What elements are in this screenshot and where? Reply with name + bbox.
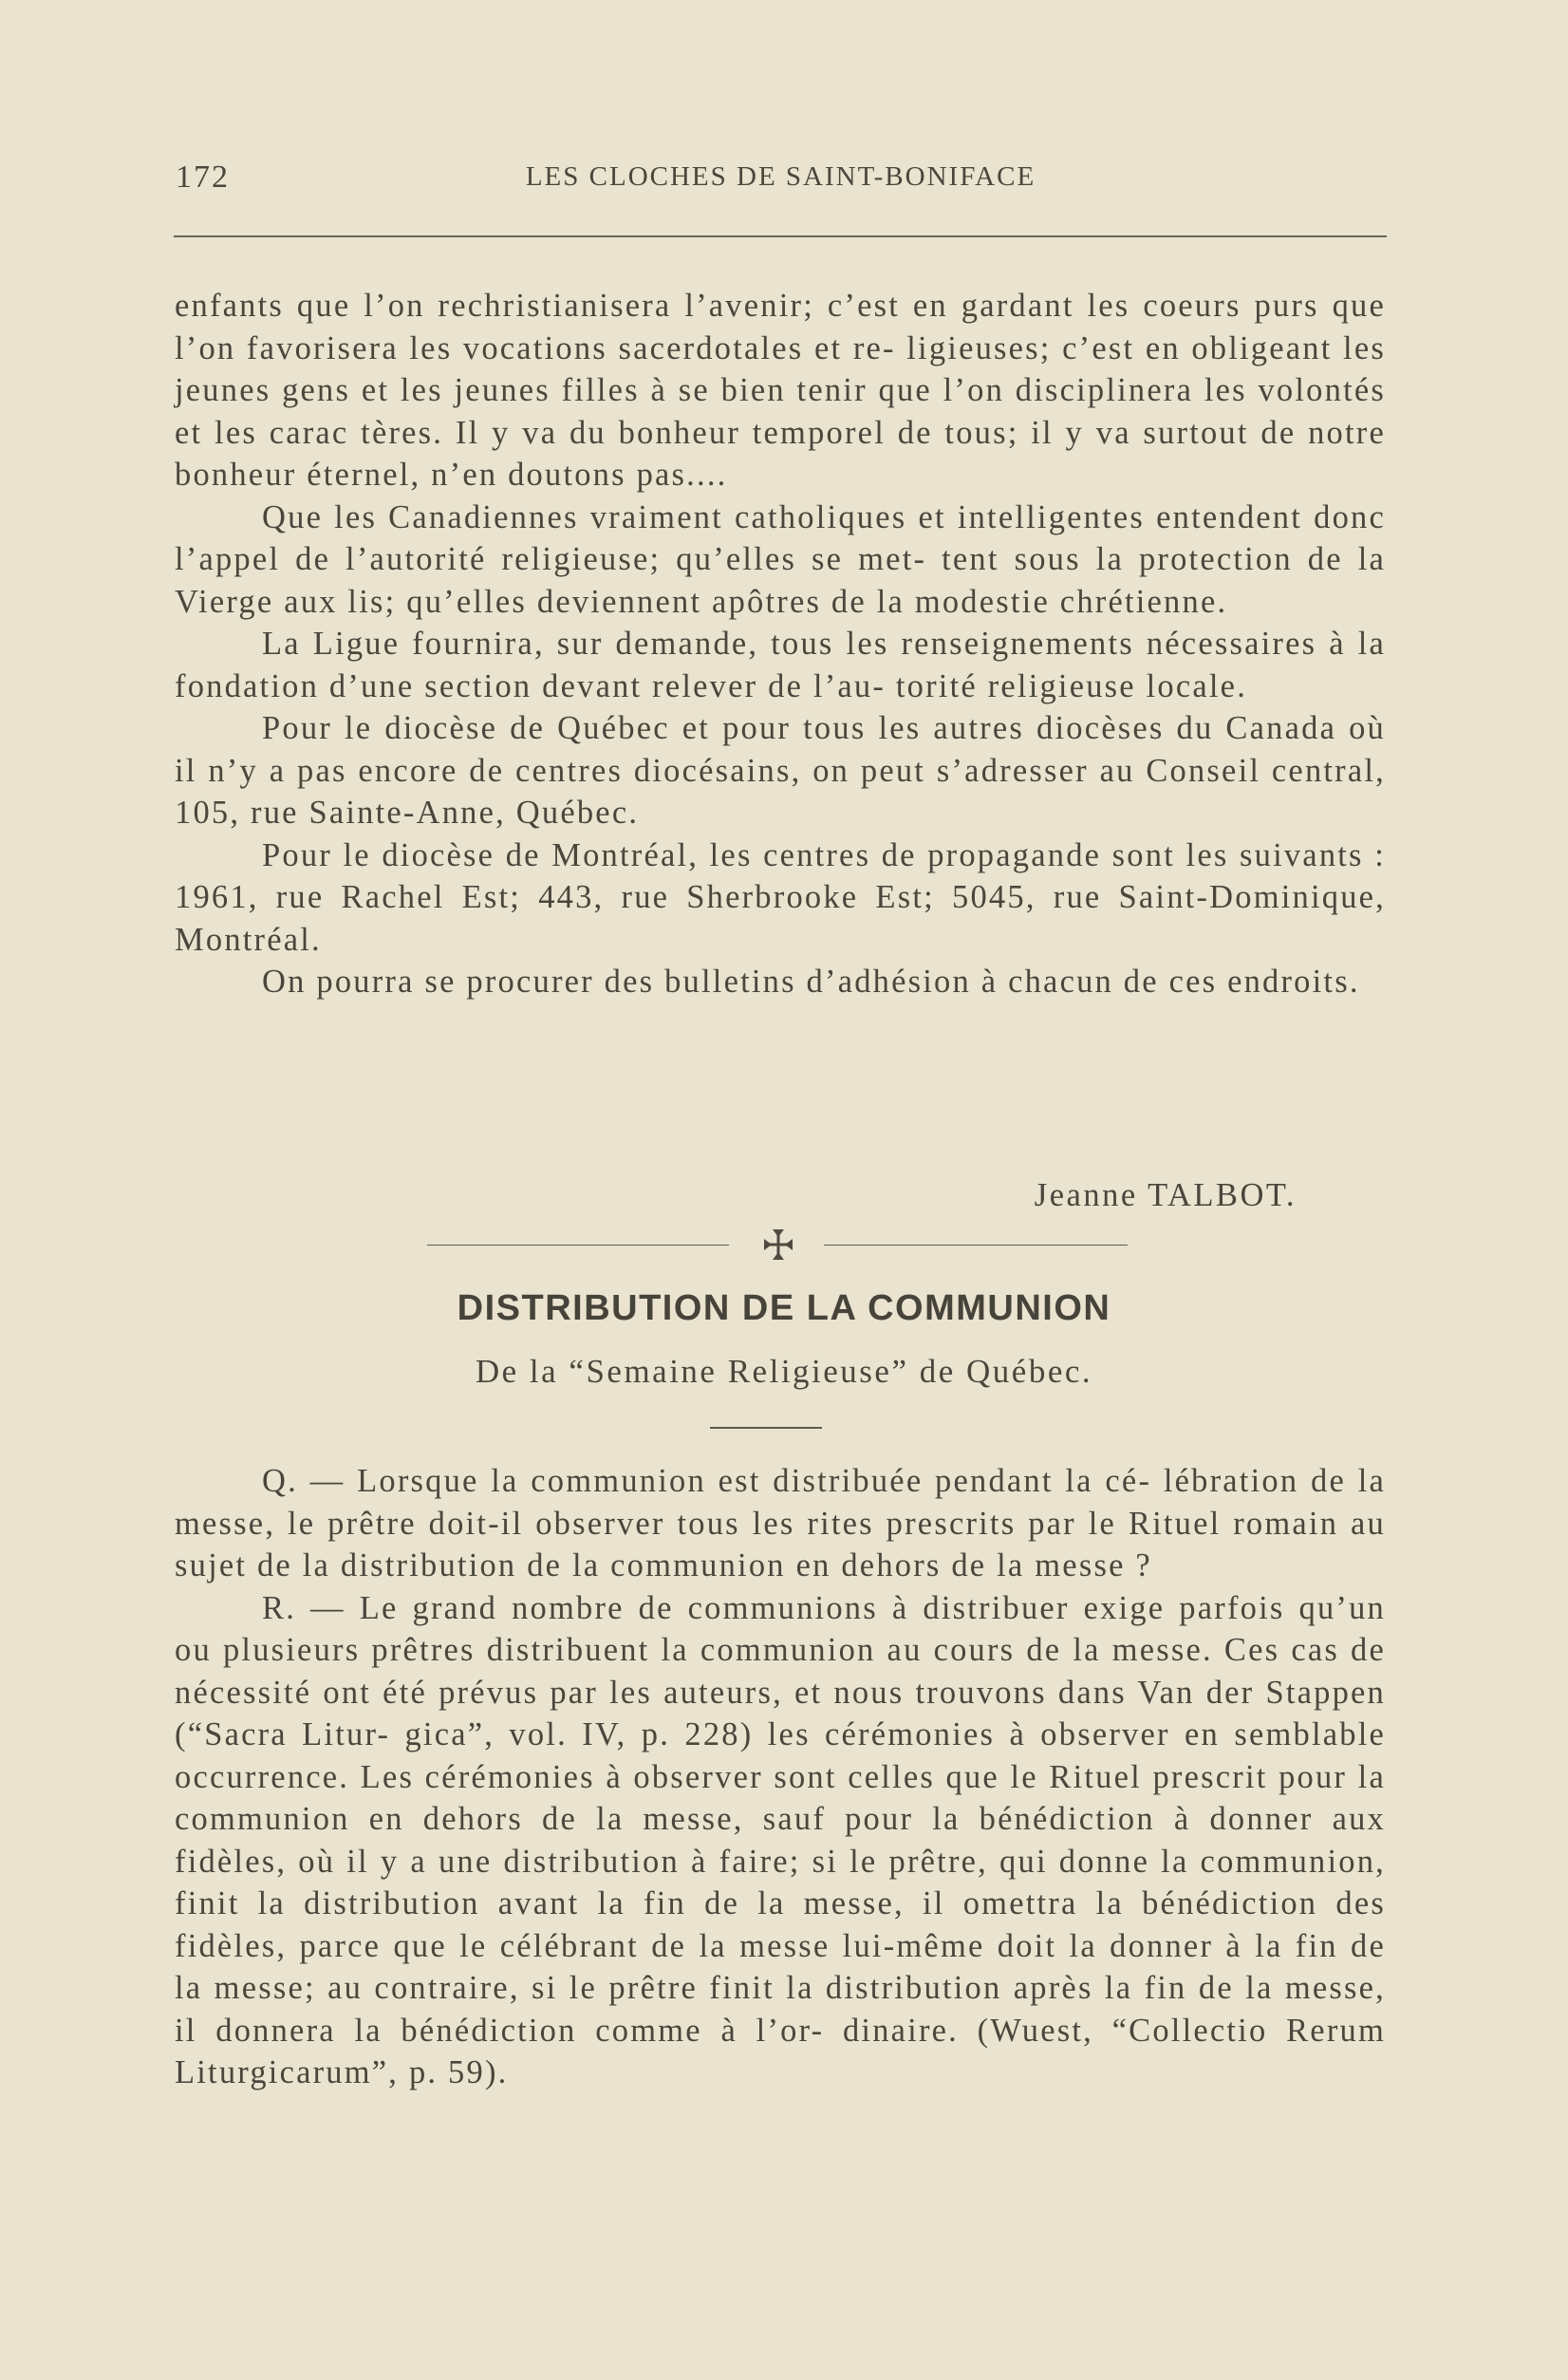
maltese-cross-icon (759, 1226, 797, 1264)
paragraph: Pour le diocèse de Québec et pour tous les autres diocèses du Canada où il n’y a pas encore de centres diocésains, on peut s’adresser au Conseil central, 105, rue Sainte-Anne, Québec. (175, 710, 1386, 831)
paragraph: enfants que l’on rechristianisera l’avenir; c’est en gardant les coeurs purs que l’on favorisera les vocations sacerdotales et re- ligieuses; c’est en obligeant les jeunes gens et les jeunes filles à se bien tenir que l’on disciplinera les volontés et les carac tères. Il y va du bonheur temporel de tous; il y va surtout de notre bonheur éternel, n’en doutons pas.... (175, 288, 1386, 493)
paragraph: On pourra se procurer des bulletins d’adhésion à chacun de ces endroits. (262, 964, 1360, 1000)
running-title: LES CLOCHES DE SAINT-BONIFACE (525, 161, 1036, 192)
divider-rule-left (427, 1245, 729, 1246)
paragraph-answer: R. — Le grand nombre de communions à distribuer exige parfois qu’un ou plusieurs prêtres distribuent la communion au cours de la messe. Ces cas de nécessité ont été prévus par les auteurs, et nous trouvons dans Van der Stappen (“Sacra Litur- gica”, vol. IV, p. 228) les cérémonies à observer en semblable occurrence. Les cérémonies à observer sont celles que le Rituel prescrit pour la communion en dehors de la messe, sauf pour la bénédiction à donner aux fidèles, où il y a une distribution à faire; si le prêtre, qui donne la communion, finit la distribution avant la fin de la messe, il omettra la bénédiction des fidèles, parce que le célébrant de la messe lui-même doit la donner à la fin de la messe; au contraire, si le prêtre finit la distribution après la fin de la messe, il donnera la bénédiction comme à l’or- dinaire. (Wuest, “Collectio Rerum Liturgicarum”, p. 59). (175, 1589, 1386, 2090)
paragraph: Que les Canadiennes vraiment catholiques et intelligentes entendent donc l’appel de l’autorité religieuse; qu’elles se met- tent sous la protection de la Vierge aux lis; qu’elles deviennent apôtres de la modestie chrétienne. (175, 498, 1386, 620)
paragraph-question: Q. — Lorsque la communion est distribuée pendant la cé- lébration de la messe, le prêtre doit-il observer tous les rites prescrits par le Rituel romain au sujet de la distribution de la communion en dehors de la messe ? (175, 1463, 1386, 1584)
paragraph: Pour le diocèse de Montréal, les centres de propagande sont les suivants : 1961, rue Rachel Est; 443, rue Sherbrooke Est; 5045, rue Saint-Dominique, Montréal. (175, 836, 1386, 958)
section-divider (427, 1226, 1129, 1264)
author-signature: Jeanne TALBOT. (1034, 1177, 1297, 1213)
header-rule (174, 235, 1387, 237)
running-header (176, 159, 1386, 207)
title-rule (710, 1427, 822, 1429)
article-talbot-text (175, 285, 1386, 1003)
page-number: 172 (176, 159, 230, 195)
article-title: DISTRIBUTION DE LA COMMUNION (457, 1288, 1111, 1328)
divider-rule-right (824, 1245, 1128, 1246)
article-subtitle: De la “Semaine Religieuse” de Québec. (475, 1353, 1093, 1390)
article-communion-text (175, 1460, 1386, 2094)
paragraph: La Ligue fournira, sur demande, tous les renseignements nécessaires à la fondation d’une section devant relever de l’au- torité religieuse locale. (175, 626, 1386, 704)
